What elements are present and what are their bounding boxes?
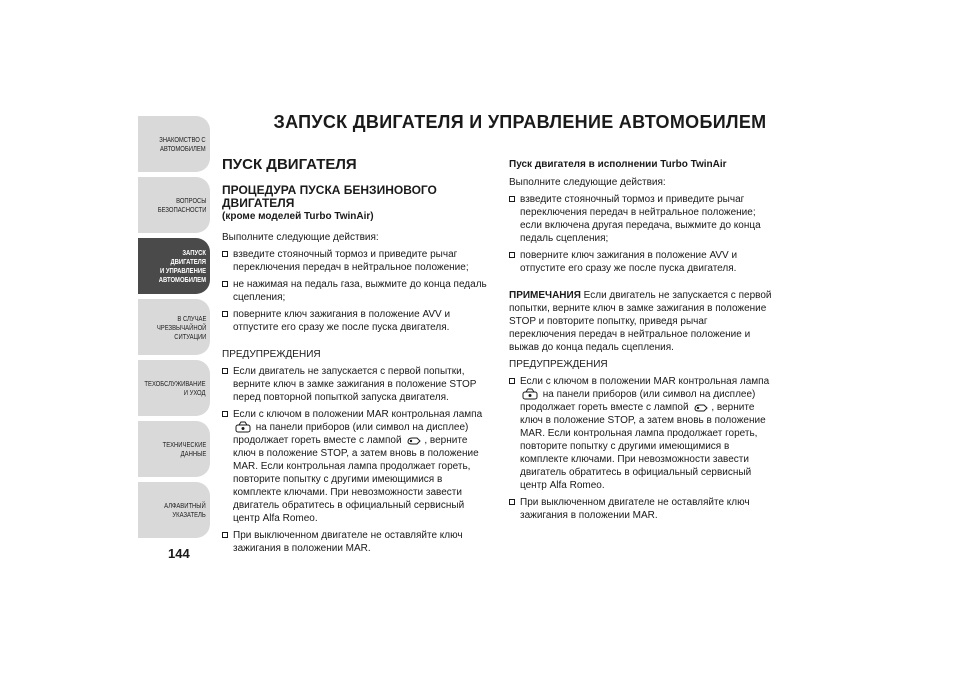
intro-text: Выполните следующие действия: xyxy=(509,177,666,188)
warning-text: При выключенном двигателе не оставляйте ключ зажигания в положении MAR. xyxy=(520,497,750,521)
list-item-text: поверните ключ зажигания в положение AVV и отпустите его сразу же после пуска двигателя. xyxy=(233,309,451,333)
warning-label: ПРЕДУПРЕЖДЕНИЯ xyxy=(222,349,321,360)
checkbox-bullet-icon xyxy=(222,411,228,417)
warning-text: При выключенном двигателе не оставляйте ключ зажигания в положении MAR. xyxy=(233,530,463,554)
warning-text-c: , верните ключ в положение STOP, а затем вновь в положение MAR. Если контрольная лампа продолжает гореть, повторите попытку с другими имеющимися в комплекте ключами. При невозможности завести двигатель обратитесь в официальный сервисный центр Alfa Romeo. xyxy=(233,435,479,524)
checkbox-bullet-icon xyxy=(222,251,228,257)
tab-maintenance[interactable] xyxy=(138,360,210,416)
warning-text-b: на панели приборов (или символ на дисплее) продолжает гореть вместе с лампой xyxy=(233,422,469,446)
warning-item xyxy=(222,408,490,525)
section-heading: Пуск двигателя в исполнении Turbo TwinAir xyxy=(509,159,727,170)
warning-text-a: Если с ключом в положении MAR контрольная лампа xyxy=(520,376,770,387)
checkbox-bullet-icon xyxy=(509,252,515,258)
chapter-sidebar xyxy=(138,116,210,543)
note-paragraph xyxy=(509,289,777,354)
warning-label: ПРЕДУПРЕЖДЕНИЯ xyxy=(509,359,608,370)
note-label: ПРИМЕЧАНИЯ xyxy=(509,290,581,301)
tab-label: ЗАПУСК ДВИГАТЕЛЯ И УПРАВЛЕНИЕ АВТОМОБИЛЕМ xyxy=(158,248,206,284)
subsection-heading: ПРОЦЕДУРА ПУСКА БЕНЗИНОВОГО ДВИГАТЕЛЯ xyxy=(222,183,437,210)
tab-label: ЗНАКОМСТВО С АВТОМОБИЛЕМ xyxy=(159,135,206,153)
warning-text-a: Если с ключом в положении MAR контрольная лампа xyxy=(233,409,483,420)
checkbox-bullet-icon xyxy=(222,281,228,287)
checkbox-bullet-icon xyxy=(509,378,515,384)
list-item xyxy=(222,308,490,334)
subsection-note: (кроме моделей Turbo TwinAir) xyxy=(222,211,374,222)
checkbox-bullet-icon xyxy=(222,311,228,317)
key-icon xyxy=(406,436,422,446)
list-item xyxy=(509,249,777,275)
tab-emergency[interactable] xyxy=(138,299,210,355)
page-title: ЗАПУСК ДВИГАТЕЛЯ И УПРАВЛЕНИЕ АВТОМОБИЛЕМ xyxy=(273,112,767,132)
list-item-text: не нажимая на педаль газа, выжмите до конца педаль сцепления; xyxy=(233,279,487,303)
tab-index[interactable] xyxy=(138,482,210,538)
list-item-text: взведите стояночный тормоз и приведите рычаг переключения передач в нейтральное положение; если включена другая передача, выжмите до конца педаль сцепления; xyxy=(520,194,761,244)
intro-text: Выполните следующие действия: xyxy=(222,232,379,243)
checkbox-bullet-icon xyxy=(509,499,515,505)
warning-text-c: , верните ключ в положение STOP, а затем вновь в положение MAR. Если контрольная лампа продолжает гореть, повторите попытку с другими имеющимися в комплекте ключами. При невозможности завести двигатель обратитесь в официальный сервисный центр Alfa Romeo. xyxy=(520,402,766,491)
tab-label: АЛФАВИТНЫЙ УКАЗАТЕЛЬ xyxy=(164,501,206,519)
list-item xyxy=(509,193,777,245)
list-item-text: поверните ключ зажигания в положение AVV и отпустите его сразу же после пуска двигателя. xyxy=(520,250,738,274)
checkbox-bullet-icon xyxy=(509,196,515,202)
tab-starting-driving[interactable] xyxy=(138,238,210,294)
immobilizer-warning-icon xyxy=(235,421,251,433)
section-heading: ПУСК ДВИГАТЕЛЯ xyxy=(222,156,357,173)
page-number: 144 xyxy=(168,546,190,561)
key-icon xyxy=(693,403,709,413)
warning-text-b: на панели приборов (или символ на дисплее) продолжает гореть вместе с лампой xyxy=(520,389,756,413)
tab-vehicle-intro[interactable] xyxy=(138,116,210,172)
warning-text: Если двигатель не запускается с первой попытки, верните ключ в замке зажигания в положение STOP перед повторной попыткой запуска двигателя. xyxy=(233,366,477,403)
tab-safety[interactable] xyxy=(138,177,210,233)
list-item xyxy=(222,278,490,304)
left-column xyxy=(222,158,490,559)
tab-label: ВОПРОСЫ БЕЗОПАСНОСТИ xyxy=(157,196,206,214)
list-item xyxy=(222,248,490,274)
checkbox-bullet-icon xyxy=(222,368,228,374)
checkbox-bullet-icon xyxy=(222,532,228,538)
right-column xyxy=(509,158,777,526)
note-text: Если двигатель не запускается с первой попытки, верните ключ в замке зажигания в положение STOP и повторите попытку, приведя рычаг переключения передач в нейтральное положение и выжав до конца педаль сцепления. xyxy=(509,290,772,353)
warning-item xyxy=(222,529,490,555)
tab-technical-data[interactable] xyxy=(138,421,210,477)
tab-label: ТЕХОБСЛУЖИВАНИЕ И УХОД xyxy=(144,379,206,397)
warning-item xyxy=(222,365,490,404)
tab-label: В СЛУЧАЕ ЧРЕЗВЫЧАЙНОЙ СИТУАЦИИ xyxy=(156,313,206,341)
list-item-text: взведите стояночный тормоз и приведите рычаг переключения передач в нейтральное положение; xyxy=(233,249,469,273)
tab-label: ТЕХНИЧЕСКИЕ ДАННЫЕ xyxy=(162,440,206,458)
immobilizer-warning-icon xyxy=(522,388,538,400)
warning-item xyxy=(509,375,777,492)
warning-item xyxy=(509,496,777,522)
